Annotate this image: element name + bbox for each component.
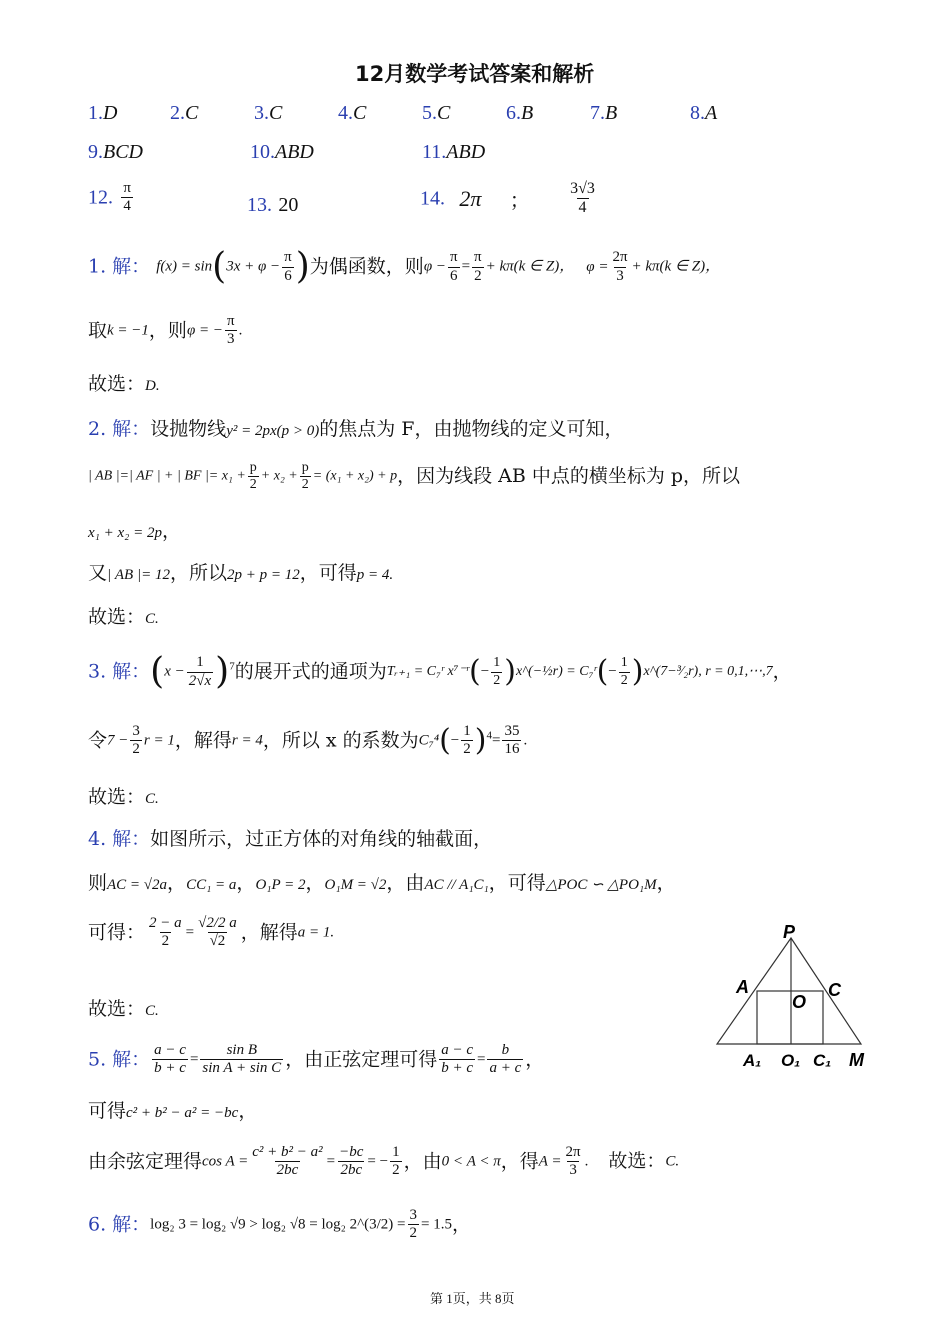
solution-5-line-1: 5. 解： $\frac{a - c}{b + c}$ = $\frac{\text{sin B}}{\text{sin A + sin C}}$ ，由正弦定理可得 $\frac{a - c}{b + c}$ = $\frac{b}{a + c}$ ，: [88, 1042, 545, 1077]
solution-5-line-3: 由余弦定理得cos A = $\frac{\text{c² + b² − a²}}{2bc}$ = $\frac{-bc}{2bc}$ = − $\frac{1}{2}$ ，由0 < A < π，得A = $\frac{2\pi}{3}$ . 故选：C.: [88, 1144, 680, 1179]
solution-3-select: 故选：C.: [88, 786, 159, 808]
answer-item: 11.ABD: [422, 141, 486, 163]
solution-4-line-1: 4. 解：如图所示，过正方体的对角线的轴截面，: [88, 828, 493, 850]
answer-item: 10.ABD: [250, 141, 314, 163]
label-c: C: [828, 980, 841, 1000]
answer-item: 9.BCD: [88, 141, 143, 163]
label-o: O: [792, 992, 807, 1012]
solution-2-line-2: | AB |=| AF | + | BF |= x₁ + $\frac{p}{2}$ + x₂ + $\frac{p}{2}$ = (x₁ + x₂) + p，因为线段 AB 中点的横坐标为 p，所以: [88, 460, 741, 493]
solution-4-line-2: 则AC = √2a，CC₁ = a，O₁P = 2，O₁M = √2，由AC // A₁C₁，可得△POC ∽ △PO₁M，: [88, 872, 676, 894]
answer-item: 12. $\frac{\pi}{4}$: [88, 180, 131, 215]
answer-item: 4.C: [338, 102, 367, 124]
answer-item: 5.C: [422, 102, 451, 124]
answer-item: 14. 2π ； $\frac{3√3}{4}$: [420, 180, 595, 217]
solution-1-line-2: 取k = −1，则φ = − $\frac{\pi}{3}$ .: [88, 313, 243, 348]
answer-item: 2.C: [170, 102, 199, 124]
solution-4-select: 故选：C.: [88, 998, 159, 1020]
label-p: P: [783, 922, 796, 942]
label-o1: O₁: [781, 1051, 801, 1070]
solution-3-line-1: 3. 解：(x − $\frac{1}{2√x}$ )$^7$的展开式的通项为Tᵣ₊₁ = C₇ʳ x⁷⁻ʳ(− $\frac{1}{2}$ )x^(−½r) = C₇ʳ(− $\frac{1}{2}$ )x^(7−³⁄₂r), r = 0,1,⋯,7，: [88, 651, 792, 692]
solution-6-line-1: 6. 解：log₂ 3 = log₂ √9 > log₂ √8 = log₂ 2^(3/2) = $\frac{3}{2}$ = 1.5，: [88, 1207, 471, 1242]
solution-1-line-1: 1. 解： f(x) = sin(3x + φ − $\frac{\pi}{6}$ )为偶函数，则φ − $\frac{\pi}{6}$ = $\frac{\pi}{2}$ + kπ(k ∈ Z)， φ = $\frac{2\pi}{3}$ + kπ(k ∈ Z)，: [88, 246, 721, 287]
page-title: 12月数学考试答案和解析: [355, 62, 595, 86]
label-a: A: [736, 977, 749, 997]
label-m: M: [849, 1050, 864, 1070]
solution-2-line-4: 又| AB |= 12，所以2p + p = 12，可得p = 4.: [88, 562, 394, 584]
solution-5-line-2: 可得c² + b² − a² = −bc，: [88, 1100, 258, 1122]
answer-item: 13. 20: [247, 194, 299, 216]
solution-4-line-3: 可得： $\frac{2 - a}{2}$ = $\frac{√2/2 a}{√2}$ ，解得a = 1.: [88, 915, 335, 950]
answer-item: 3.C: [254, 102, 283, 124]
solution-2-line-3: x₁ + x₂ = 2p，: [88, 520, 182, 542]
answer-item: 1.D: [88, 102, 118, 124]
label-c1: C₁: [813, 1051, 832, 1070]
page-footer: 第 1页，共 8页: [430, 1291, 515, 1306]
label-a1: A₁: [743, 1051, 762, 1070]
square-section: [757, 991, 823, 1044]
answer-item: 7.B: [590, 102, 618, 124]
cube-cross-section-figure: [705, 918, 890, 1078]
solution-3-line-2: 令7 − $\frac{3}{2}$ r = 1，解得r = 4，所以 x 的系数为C₇⁴(− $\frac{1}{2}$ )$^4$= $\frac{35}{16}$ .: [88, 722, 528, 758]
solution-1-select: 故选：D.: [88, 373, 160, 395]
solution-2-select: 故选：C.: [88, 606, 159, 628]
solution-2-line-1: 2. 解：设抛物线y² = 2px(p > 0)的焦点为 F，由抛物线的定义可知，: [88, 418, 624, 440]
answer-item: 6.B: [506, 102, 534, 124]
answer-item: 8.A: [690, 102, 718, 124]
